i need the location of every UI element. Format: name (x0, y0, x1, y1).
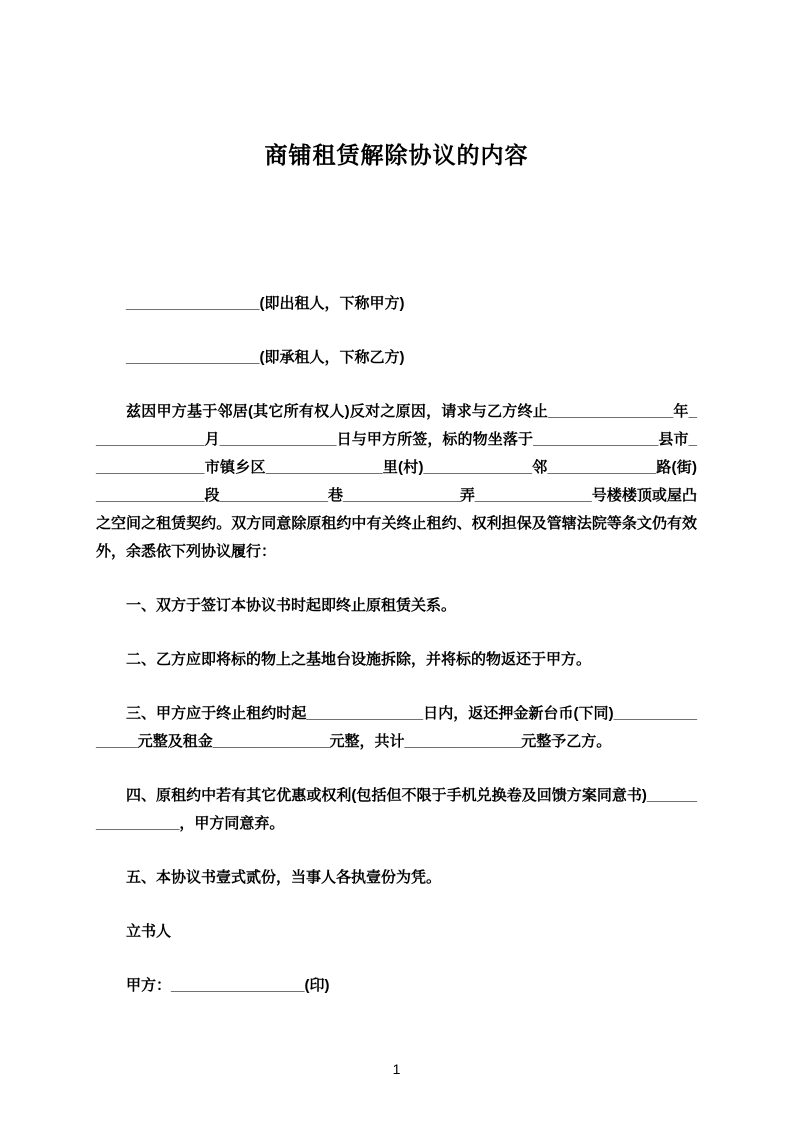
clause-4: 四、原租约中若有其它优惠或权利(包括但不限于手机兑换卷及回馈方案同意书)________________，甲方同意弃。 (96, 787, 697, 832)
party-a-signature: 甲方：________________(印) (126, 977, 330, 994)
party-b-line: ________________(即承租人，下称乙方) (126, 349, 405, 366)
intro-paragraph: 兹因甲方基于邻居(其它所有权人)反对之原因，请求与乙方终止_______________年______________月______________日与甲方所签，标的物坐落于_______________县市______________市镇乡区______________里(村)_____________邻_____________路(街)_____________段_____________巷______________弄______________号楼楼顶或屋凸之空间之租赁契约。双方同意除原租约中有关终止租约、权利担保及管辖法院等条文仍有效外，余悉依下列协议履行： (96, 403, 697, 560)
clause-3: 三、甲方应于终止租约时起______________日内，返还押金新台币(下同)_______________元整及租金______________元整，共计______________元整予乙方。 (96, 705, 697, 750)
clause-1: 一、双方于签订本协议书时起即终止原租赁关系。 (126, 597, 457, 614)
document-title: 商铺租赁解除协议的内容 (264, 142, 529, 168)
party-a-line: ________________(即出租人，下称甲方) (126, 295, 405, 312)
page-number: 1 (392, 1061, 401, 1077)
signature-intro: 立书人 (126, 923, 172, 940)
clause-2: 二、乙方应即将标的物上之基地台设施拆除，并将标的物返还于甲方。 (126, 651, 592, 668)
clause-5: 五、本协议书壹式贰份，当事人各执壹份为凭。 (126, 869, 442, 886)
